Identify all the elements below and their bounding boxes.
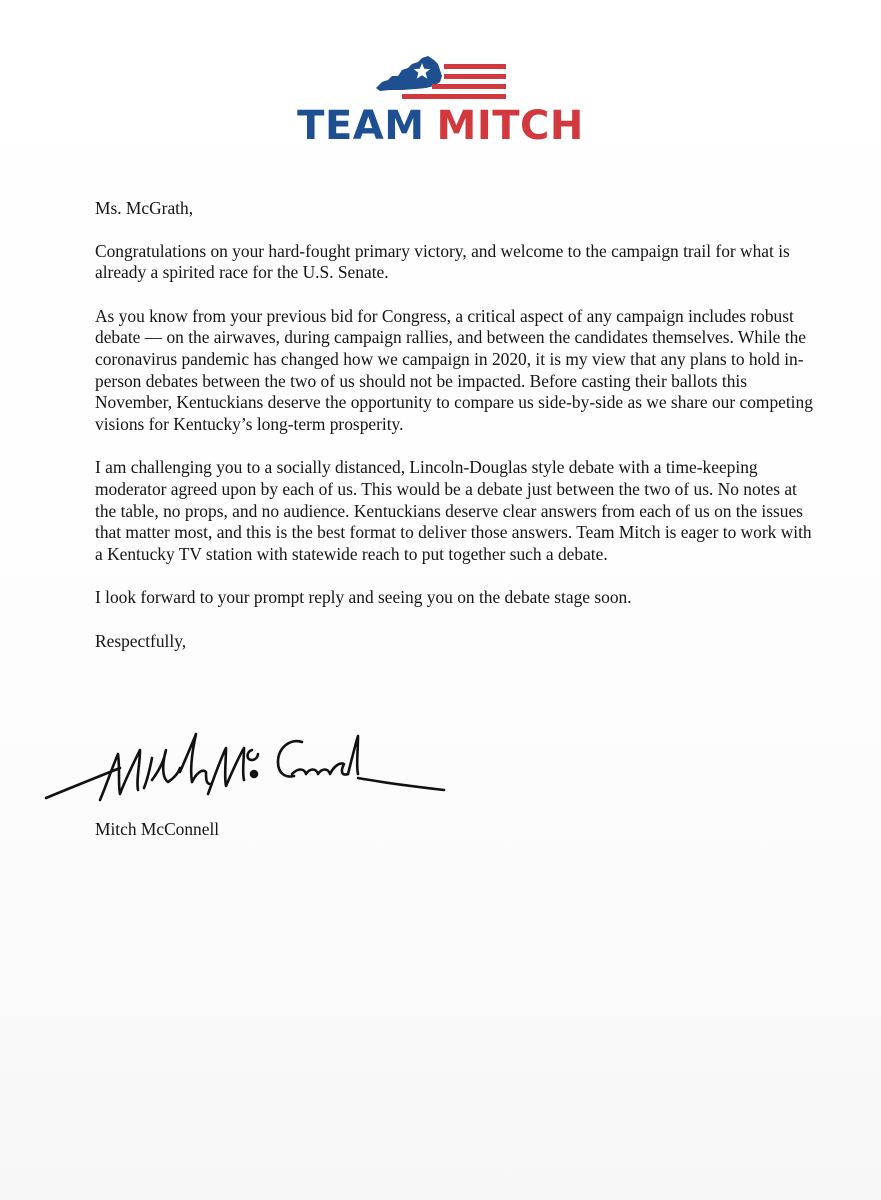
paragraph-3: I am challenging you to a socially distanced, Lincoln-Douglas style debate with a time-keeping moderator agreed upon by each of us. This would be a debate just between the two of us. No notes at the table, no props, and no audience. Kentuckians deserve clear answers from each of us on the issues that matter most, and this is the best format to deliver those answers. Team Mitch is eager to work with a Kentucky TV station with statewide reach to put together such a debate. — [95, 457, 812, 564]
letter-body — [95, 198, 815, 675]
brand-wordmark — [0, 102, 881, 150]
brand-team: TEAM — [297, 103, 425, 149]
paragraph-2: As you know from your previous bid for Congress, a critical aspect of any campaign includes robust debate — on the airwaves, during campaign rallies, and between the candidates themselves. While the coronavirus pandemic has changed how we campaign in 2020, it is my view that any plans to hold in-person debates between the two of us should not be impacted. Before casting their ballots this November, Kentuckians deserve the opportunity to compare us side-by-side as we share our competing visions for Kentucky’s long-term prosperity. — [95, 305, 813, 434]
closing: Respectfully, — [95, 630, 187, 651]
paragraph-1: Congratulations on your hard-fought primary victory, and welcome to the campaign trail for what is already a spirited race for the U.S. Senate. — [95, 240, 790, 283]
letterhead — [0, 48, 881, 158]
handwritten-signature — [40, 728, 460, 828]
kentucky-flag-logo-icon — [372, 54, 512, 100]
paragraph-4: I look forward to your prompt reply and seeing you on the debate stage soon. — [95, 587, 632, 608]
signer-name: Mitch McConnell — [95, 819, 220, 839]
salutation: Ms. McGrath, — [95, 198, 194, 218]
brand-mitch: MITCH — [436, 103, 584, 149]
